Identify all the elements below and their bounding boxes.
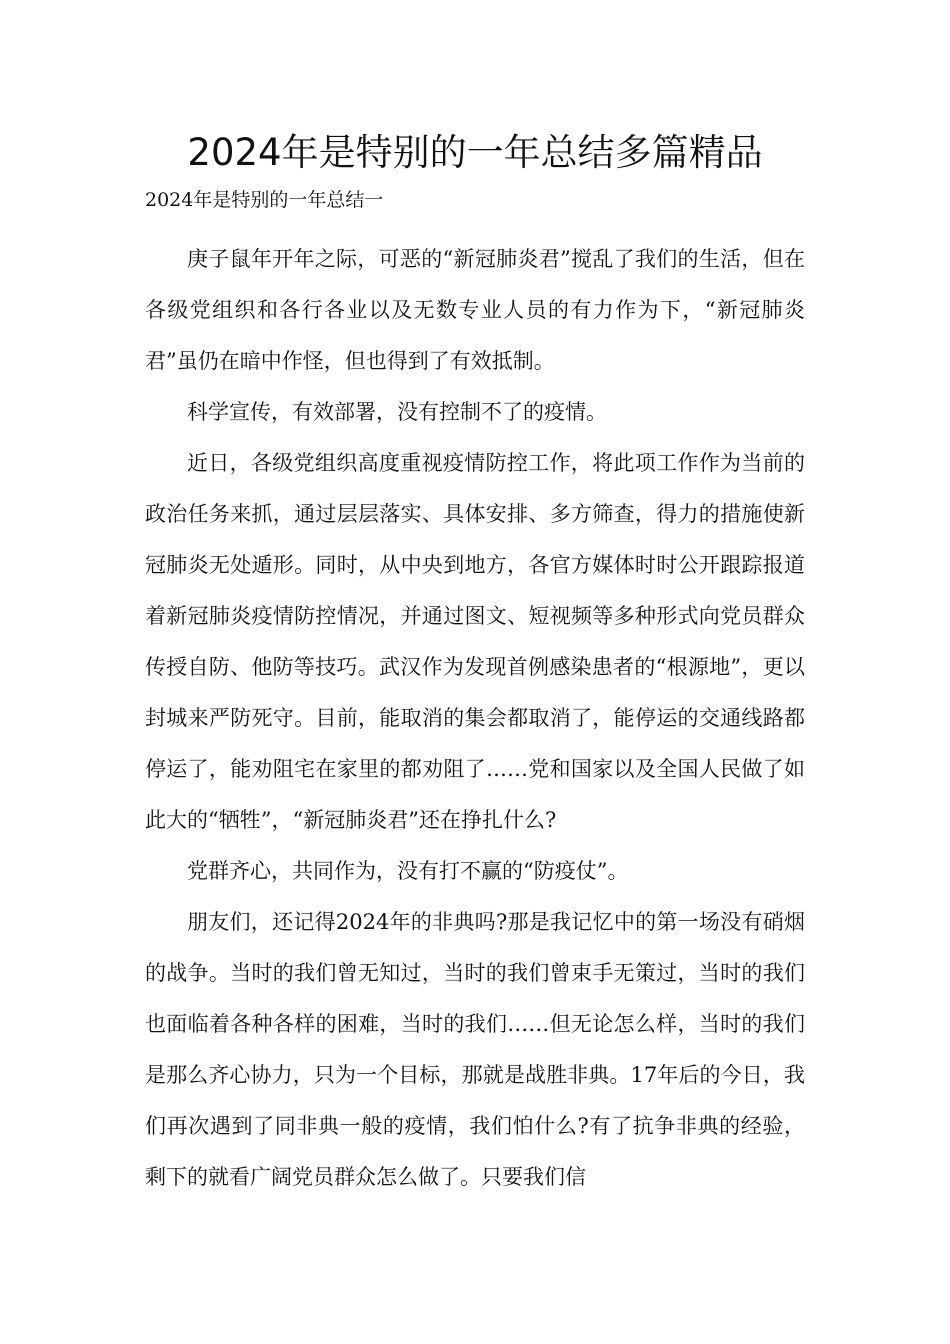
paragraph-4: 党群齐心，共同作为，没有打不赢的“防疫仗”。 bbox=[187, 859, 629, 883]
paragraph-5: 朋友们，还记得2024年的非典吗?那是我记忆中的第一场没有硝烟的战争。当时的我们曾无知过，当时的我们曾束手无策过，当时的我们也面临着各种各样的困难，当时的我们……但无论怎么样，当时的我们是那么齐心协力，只为一个目标，那就是战胜非典。17年后的今日，我们再次遇到了同非典一般的疫情，我们怕什么?有了抗争非典的经验，剩下的就看广阔党员群众怎么做了。只要我们信 bbox=[145, 910, 805, 1189]
paragraph-1: 庚子鼠年开年之际，可恶的“新冠肺炎君”搅乱了我们的生活，但在各级党组织和各行各业以及无数专业人员的有力作为下，“新冠肺炎君”虽仍在暗中作怪，但也得到了有效抵制。 bbox=[145, 247, 805, 373]
document-body bbox=[145, 234, 805, 1203]
section-heading: 2024年是特别的一年总结一 bbox=[145, 189, 384, 211]
document-title: 2024年是特别的一年总结多篇精品 bbox=[187, 131, 763, 174]
paragraph-2: 科学宣传，有效部署，没有控制不了的疫情。 bbox=[187, 400, 607, 424]
paragraph-3: 近日，各级党组织高度重视疫情防控工作，将此项工作作为当前的政治任务来抓，通过层层落实、具体安排、多方筛查，得力的措施使新冠肺炎无处遁形。同时，从中央到地方，各官方媒体时时公开跟踪报道着新冠肺炎疫情防控情况，并通过图文、短视频等多种形式向党员群众传授自防、他防等技巧。武汉作为发现首例感染患者的“根源地”，更以封城来严防死守。目前，能取消的集会都取消了，能停运的交通线路都停运了，能劝阻宅在家里的都劝阻了……党和国家以及全国人民做了如此大的“牺牲”，“新冠肺炎君”还在挣扎什么? bbox=[145, 451, 805, 832]
